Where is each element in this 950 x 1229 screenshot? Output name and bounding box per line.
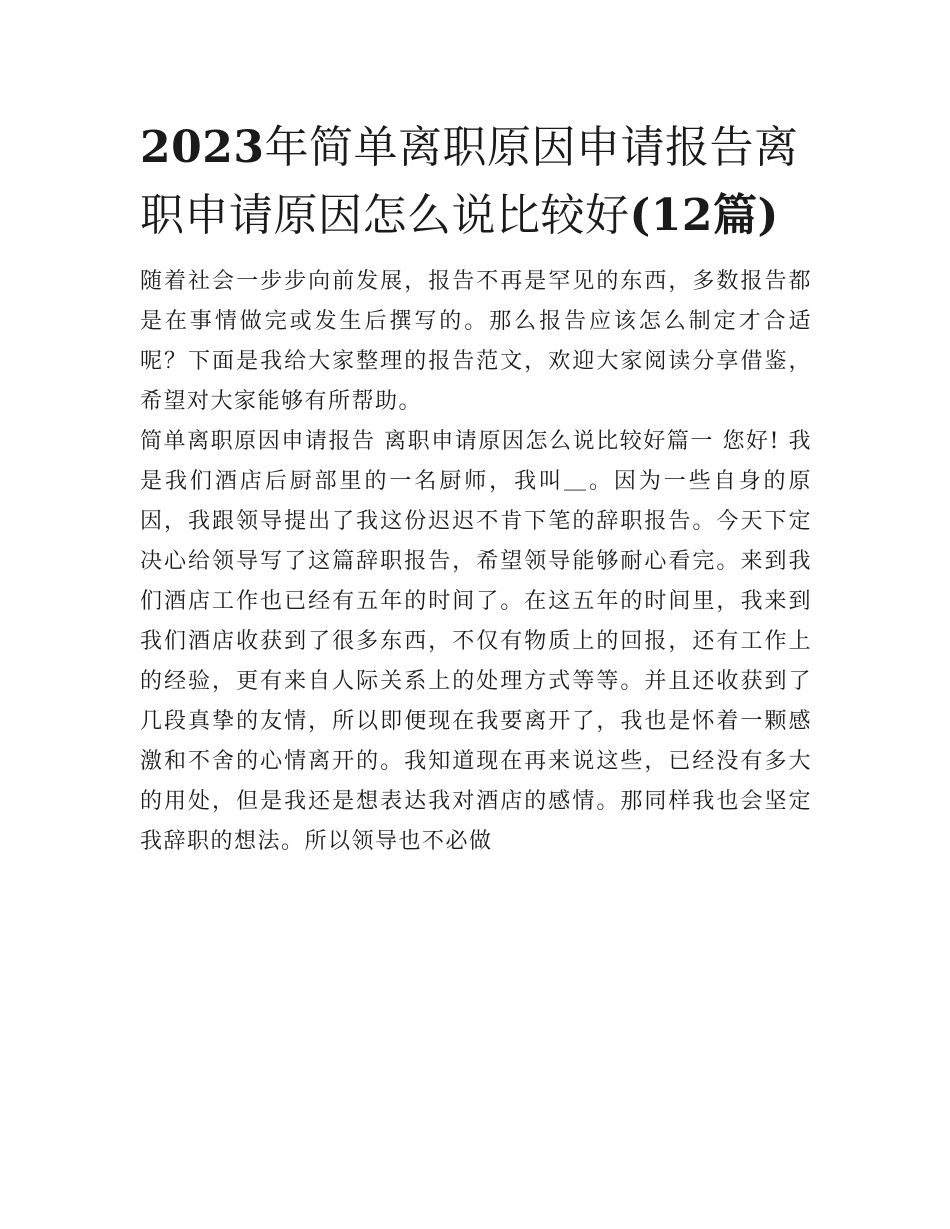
document-content bbox=[140, 114, 812, 862]
title-text: 年简单离职原因申请报告离职申请原因怎么说比较好 bbox=[140, 122, 799, 241]
body-paragraph: 简单离职原因申请报告 离职申请原因怎么说比较好篇一 您好! 我是我们酒店后厨部里的一名厨师，我叫＿。因为一些自身的原因，我跟领导提出了我这份迟迟不肯下笔的辞职报告。今天下定决心给领导写了这篇辞职报告，希望领导能够耐心看完。来到我们酒店工作也已经有五年的时间了。在这五年的时间里，我来到我们酒店收获到了很多东西，不仅有物质上的回报，还有工作上的经验，更有来自人际关系上的处理方式等等。并且还收获到了几段真挚的友情，所以即便现在我要离开了，我也是怀着一颗感激和不舍的心情离开的。我知道现在再来说这些，已经没有多大的用处，但是我还是想表达我对酒店的感情。那同样我也会坚定我辞职的想法。所以领导也不必做 bbox=[140, 429, 812, 854]
intro-paragraph: 随着社会一步步向前发展，报告不再是罕见的东西，多数报告都是在事情做完或发生后撰写的。那么报告应该怎么制定才合适呢？下面是我给大家整理的报告范文，欢迎大家阅读分享借鉴，希望对大家能够有所帮助。 bbox=[140, 269, 812, 414]
document-title bbox=[140, 114, 812, 250]
title-year: 2023 bbox=[140, 122, 265, 173]
title-suffix: (12篇) bbox=[629, 190, 779, 241]
